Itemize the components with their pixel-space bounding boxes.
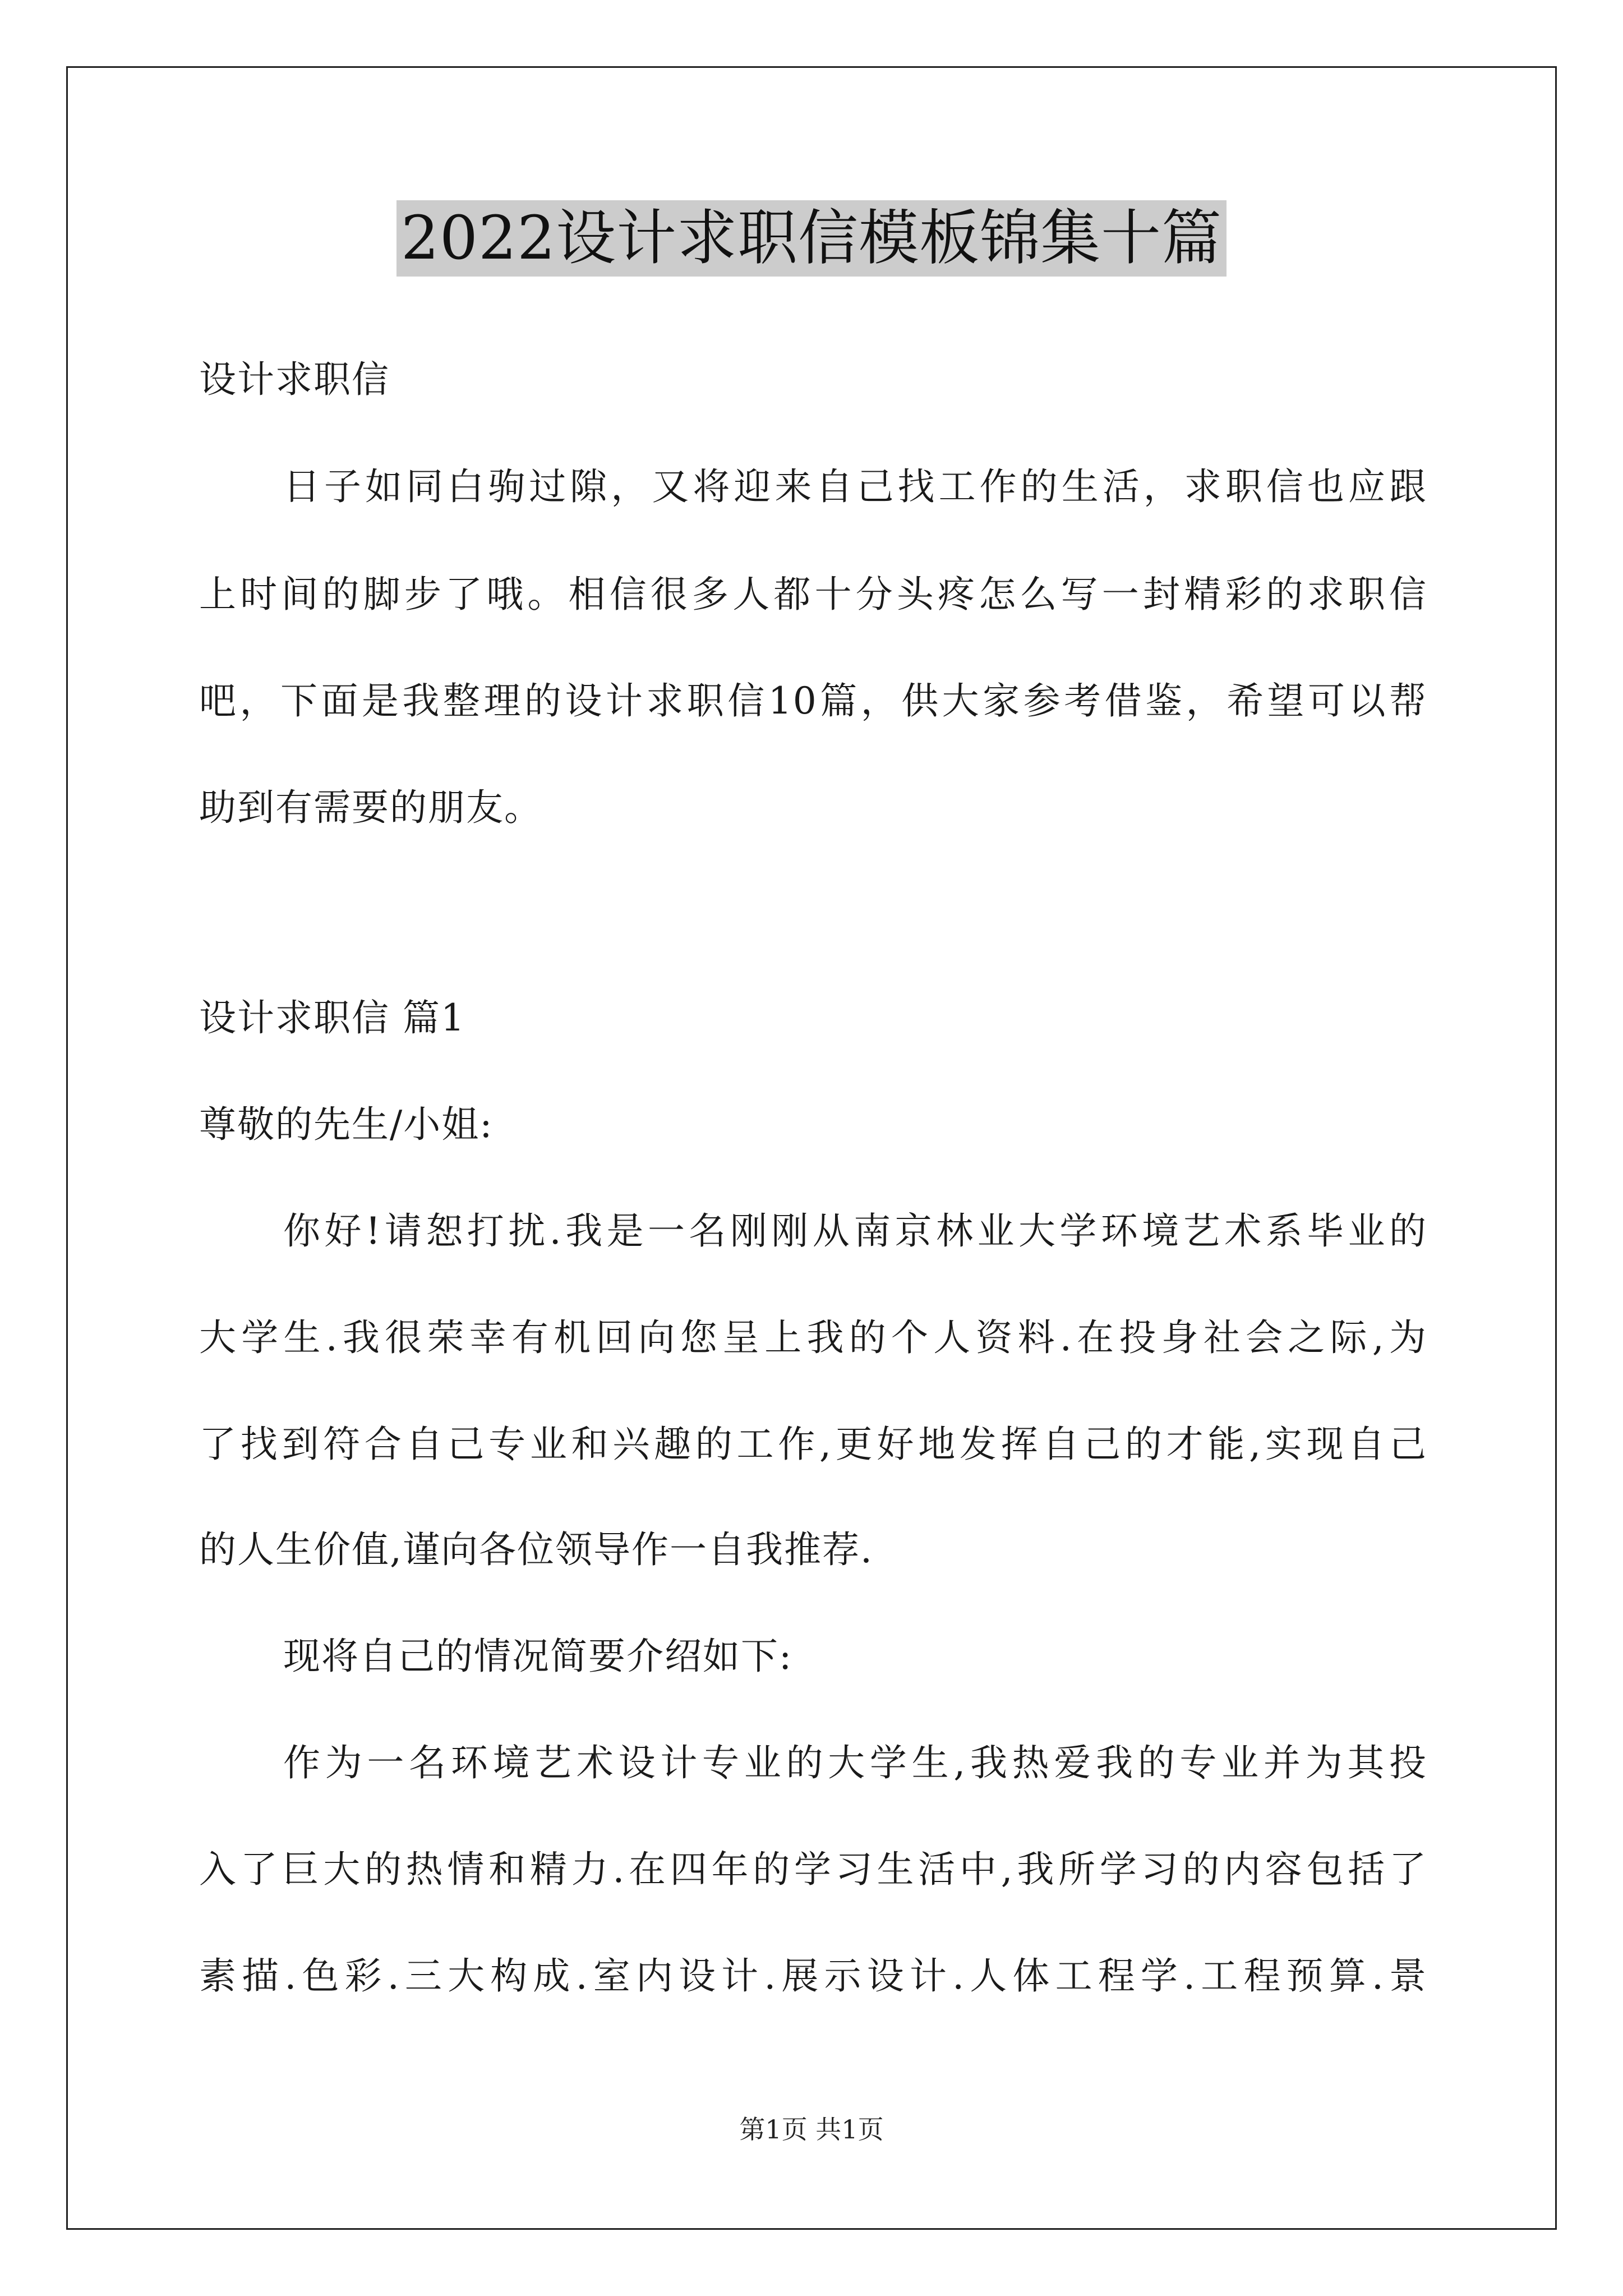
paragraph-line: 吧，下面是我整理的设计求职信10篇，供大家参考借鉴，希望可以帮: [199, 679, 1427, 723]
title-container: [0, 200, 1623, 277]
salutation: 尊敬的先生/小姐:: [199, 1103, 494, 1146]
paragraph-line: 作为一名环境艺术设计专业的大学生,我热爱我的专业并为其投: [283, 1741, 1427, 1784]
paragraph-line: 日子如同白驹过隙，又将迎来自己找工作的生活，求职信也应跟: [283, 465, 1427, 508]
paragraph-line: 入了巨大的热情和精力.在四年的学习生活中,我所学习的内容包括了: [199, 1848, 1427, 1891]
section-heading: 设计求职信: [199, 358, 390, 401]
paragraph-line: 了找到符合自己专业和兴趣的工作,更好地发挥自己的才能,实现自己: [199, 1423, 1427, 1466]
section-heading: 设计求职信 篇1: [199, 996, 465, 1039]
paragraph-line: 大学生.我很荣幸有机回向您呈上我的个人资料.在投身社会之际,为: [199, 1316, 1427, 1359]
document-title: 2022设计求职信模板锦集十篇: [396, 200, 1227, 277]
paragraph-line: 现将自己的情况简要介绍如下:: [283, 1635, 793, 1678]
paragraph-line: 上时间的脚步了哦。相信很多人都十分头疼怎么写一封精彩的求职信: [199, 573, 1427, 616]
paragraph-line: 助到有需要的朋友。: [199, 786, 542, 829]
paragraph-line: 你好!请恕打扰.我是一名刚刚从南京林业大学环境艺术系毕业的: [283, 1209, 1427, 1253]
page-footer: 第1页 共1页: [739, 2114, 884, 2145]
paragraph-line: 的人生价值,谨向各位领导作一自我推荐.: [199, 1528, 873, 1571]
paragraph-line: 素描.色彩.三大构成.室内设计.展示设计.人体工程学.工程预算.景: [199, 1954, 1427, 1998]
